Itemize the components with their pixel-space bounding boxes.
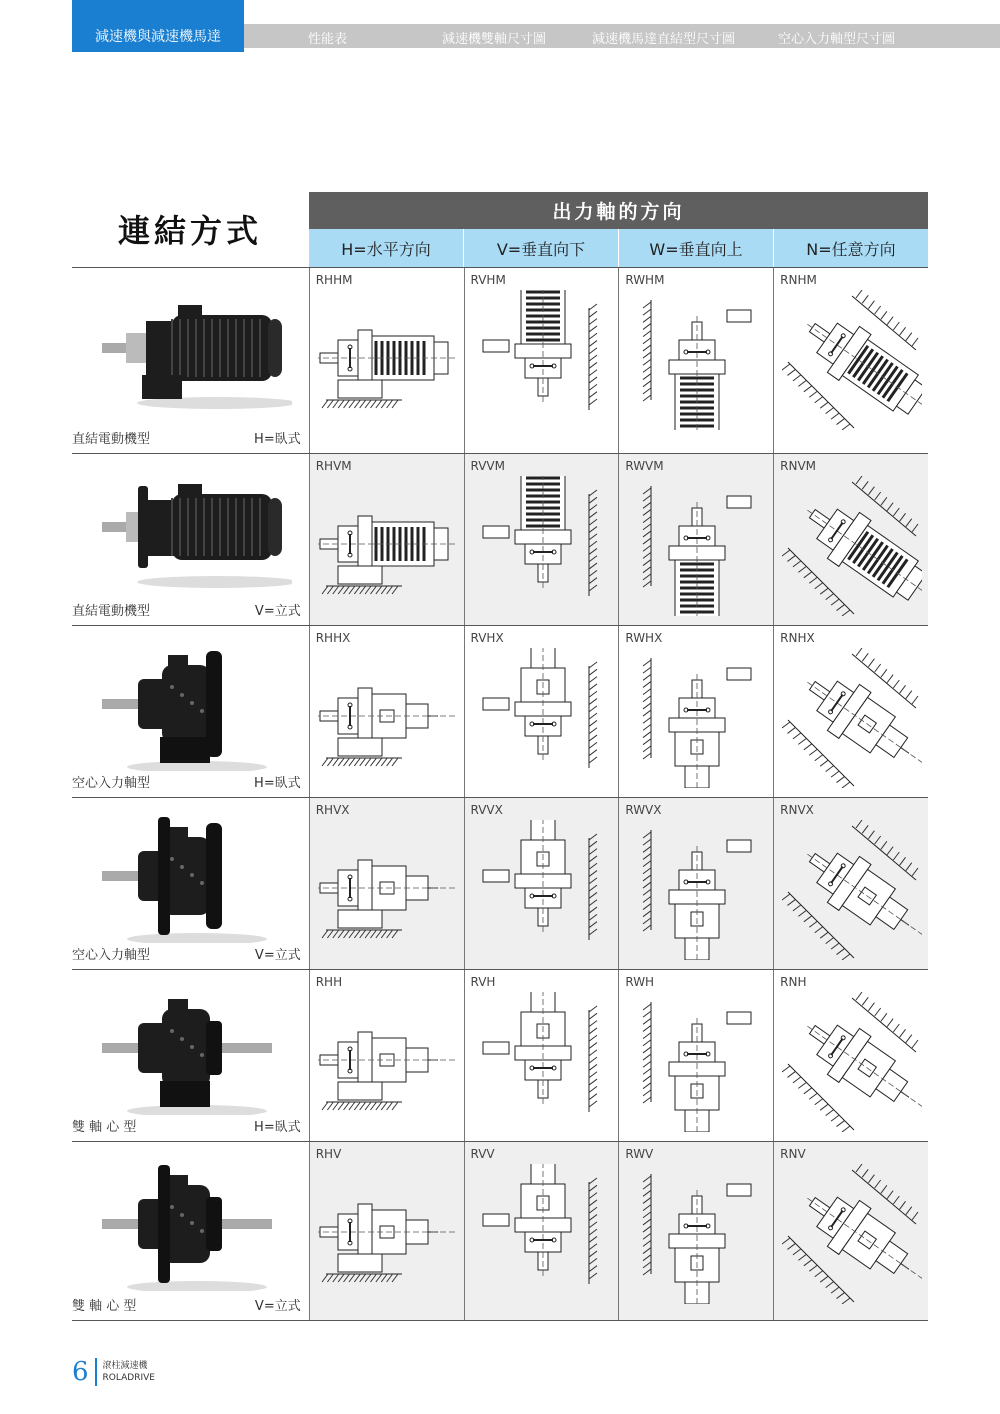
model-code: RWHM (625, 273, 665, 287)
mounting-diagram (473, 820, 613, 960)
top-navigation (72, 0, 1000, 52)
page-title: 連結方式 (117, 212, 262, 250)
product-photo (102, 478, 292, 594)
model-code: RVH (470, 975, 496, 989)
footer-brand-en: ROLADRIVE (102, 1373, 155, 1383)
model-code: RNHX (780, 631, 815, 645)
table-row (72, 797, 928, 969)
model-code: RWH (625, 975, 655, 989)
model-cell (618, 454, 773, 625)
model-cell (464, 626, 619, 797)
row-label-cell (72, 454, 309, 625)
table-row (72, 625, 928, 797)
table-row (72, 1141, 928, 1321)
mounting-diagram (473, 648, 613, 788)
model-cell (309, 626, 464, 797)
model-code: RVHX (470, 631, 504, 645)
model-code: RHVX (315, 803, 350, 817)
mounting-diagram (473, 1164, 613, 1304)
row-label-cell (72, 970, 309, 1141)
row-label-cell (72, 798, 309, 969)
table-row (72, 453, 928, 625)
model-code: RHV (315, 1147, 342, 1161)
footer-brand-cn: 滾柱減速機 (102, 1361, 148, 1371)
model-code: RHHM (315, 273, 353, 287)
model-cell (773, 454, 928, 625)
model-cell (618, 1142, 773, 1320)
mounting-diagram (473, 290, 613, 430)
mounting-diagram (473, 992, 613, 1132)
model-cell (464, 798, 619, 969)
model-cell (773, 970, 928, 1141)
mounting-diagram (627, 290, 767, 430)
model-cell (464, 268, 619, 453)
model-cell (773, 626, 928, 797)
row-direction-label: H=臥式 (254, 432, 301, 447)
product-photo (102, 641, 272, 775)
row-label-cell (72, 1142, 309, 1320)
direction-header-row (309, 229, 928, 267)
model-cell (309, 1142, 464, 1320)
model-cell (309, 970, 464, 1141)
row-direction-label: V=立式 (254, 604, 301, 619)
mounting-diagram (627, 476, 767, 616)
row-direction-label: H=臥式 (254, 1120, 301, 1135)
page-footer (72, 1354, 155, 1390)
model-code: RVVX (470, 803, 503, 817)
table-row (72, 267, 928, 453)
model-cell (309, 454, 464, 625)
model-cell (773, 268, 928, 453)
mounting-diagram (627, 1164, 767, 1304)
column-header-v: V=垂直向下 (463, 229, 618, 267)
footer-divider (95, 1358, 97, 1386)
row-label-cell (72, 268, 309, 453)
table-row (72, 969, 928, 1141)
mounting-diagram (782, 992, 922, 1132)
row-direction-label: V=立式 (254, 948, 301, 963)
mounting-diagram (627, 648, 767, 788)
model-code: RHHX (315, 631, 351, 645)
model-cell (309, 798, 464, 969)
tab-reducers-active[interactable]: 減速機與減速機馬達 (72, 0, 244, 52)
row-type-label: 雙 軸 心 型 (72, 1299, 137, 1314)
product-photo (102, 1161, 272, 1295)
model-cell (464, 970, 619, 1141)
mounting-diagram (473, 476, 613, 616)
model-cell (309, 268, 464, 453)
column-header-h: H=水平方向 (341, 239, 431, 259)
mounting-diagram (782, 648, 922, 788)
output-shaft-header: 出力軸的方向 (309, 192, 928, 229)
footer-brand (103, 1360, 155, 1384)
model-cell (618, 798, 773, 969)
mounting-diagram (782, 1164, 922, 1304)
model-code: RNVX (780, 803, 814, 817)
column-header-w: W=垂直向上 (618, 229, 773, 267)
model-code: RWV (625, 1147, 654, 1161)
mounting-table (72, 267, 928, 1321)
row-direction-label: H=臥式 (254, 776, 301, 791)
row-direction-label: V=立式 (254, 1299, 301, 1314)
model-code: RWHX (625, 631, 663, 645)
row-label-cell (72, 626, 309, 797)
model-code: RNHM (780, 273, 817, 287)
model-code: RNVM (780, 459, 817, 473)
tab-hollow-shaft-dimensions[interactable]: 空心入力軸型尺寸圖 (778, 32, 896, 47)
model-cell (618, 970, 773, 1141)
model-cell (618, 268, 773, 453)
model-cell (618, 626, 773, 797)
model-code: RHH (315, 975, 343, 989)
mounting-diagram (627, 992, 767, 1132)
row-type-label: 直結電動機型 (72, 432, 151, 447)
product-photo (102, 299, 292, 415)
model-code: RVVM (470, 459, 505, 473)
page-number: 6 (72, 1357, 89, 1387)
mounting-diagram (318, 648, 458, 788)
mounting-diagram (782, 476, 922, 616)
model-cell (464, 1142, 619, 1320)
row-type-label: 直結電動機型 (72, 604, 151, 619)
model-cell (464, 454, 619, 625)
mounting-diagram (627, 820, 767, 960)
mounting-diagram (318, 476, 458, 616)
model-code: RWVM (625, 459, 664, 473)
mounting-diagram (318, 992, 458, 1132)
column-header-n: N=任意方向 (773, 229, 928, 267)
mounting-diagram (318, 1164, 458, 1304)
model-code: RHVM (315, 459, 352, 473)
row-type-label: 空心入力軸型 (72, 776, 151, 791)
product-photo (102, 813, 272, 947)
row-type-label: 雙 軸 心 型 (72, 1120, 137, 1135)
mounting-diagram (318, 290, 458, 430)
model-code: RNH (780, 975, 807, 989)
tab-double-shaft-dimensions[interactable]: 減速機雙軸尺寸圖 (442, 32, 547, 47)
mounting-diagram (318, 820, 458, 960)
product-photo (102, 985, 272, 1119)
mounting-diagram (782, 820, 922, 960)
mounting-diagram (782, 290, 922, 430)
row-type-label: 空心入力軸型 (72, 948, 151, 963)
model-code: RVV (470, 1147, 495, 1161)
model-code: RVHM (470, 273, 506, 287)
tab-performance[interactable]: 性能表 (308, 32, 348, 47)
model-cell (773, 798, 928, 969)
model-cell (773, 1142, 928, 1320)
model-code: RWVX (625, 803, 662, 817)
model-code: RNV (780, 1147, 806, 1161)
tab-direct-motor-dimensions[interactable]: 減速機馬達直結型尺寸圖 (592, 32, 736, 47)
